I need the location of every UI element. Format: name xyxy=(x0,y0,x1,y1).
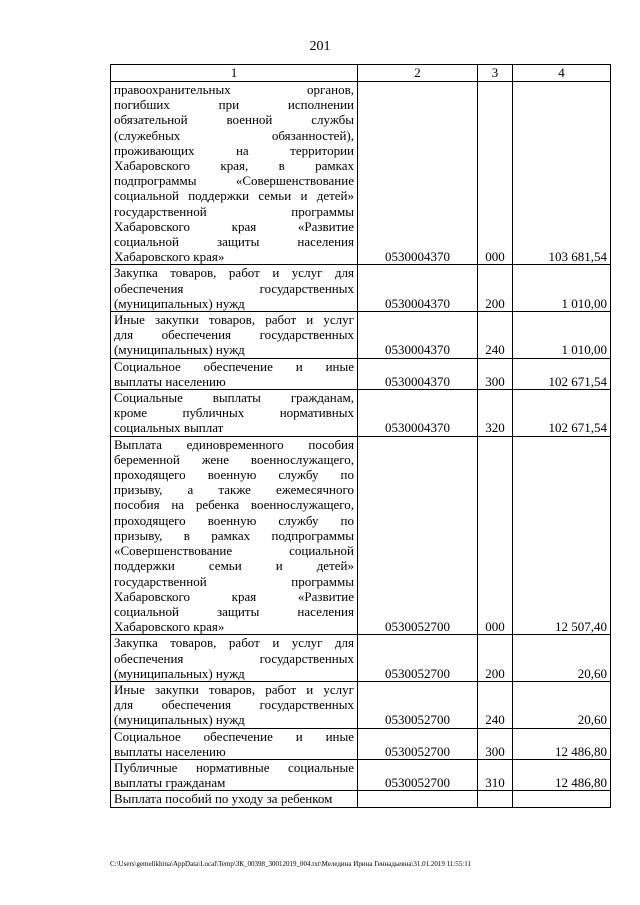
row-expense-type: 000 xyxy=(478,82,513,265)
row-amount: 102 671,54 xyxy=(513,390,611,437)
row-amount: 20,60 xyxy=(513,681,611,728)
row-target-code xyxy=(358,791,478,807)
row-amount: 12 486,80 xyxy=(513,759,611,790)
header-row xyxy=(111,65,611,82)
row-expense-type: 320 xyxy=(478,390,513,437)
table-row xyxy=(111,436,611,635)
table-row xyxy=(111,82,611,265)
description-line: Закупка товаров, работ и услуг для xyxy=(114,265,354,281)
description-line: Хабаровского края, в рамках xyxy=(114,158,354,174)
row-amount: 12 507,40 xyxy=(513,436,611,635)
table-row xyxy=(111,265,611,312)
row-expense-type: 240 xyxy=(478,681,513,728)
description-line: (муниципальных) нужд xyxy=(114,712,245,728)
row-description xyxy=(111,791,358,807)
row-expense-type: 310 xyxy=(478,759,513,790)
header-col-1: 1 xyxy=(111,65,358,82)
row-target-code: 0530004370 xyxy=(358,82,478,265)
description-line: государственной программы xyxy=(114,203,354,219)
description-line: выплаты гражданам xyxy=(114,775,226,791)
table-row xyxy=(111,312,611,359)
description-line: для обеспечения государственных xyxy=(114,327,354,343)
description-line: социальных выплат xyxy=(114,420,224,436)
description-line: правоохранительных органов, xyxy=(114,82,354,97)
description-line: призыву, а также ежемесячного xyxy=(114,482,354,498)
row-amount: 103 681,54 xyxy=(513,82,611,265)
budget-table xyxy=(110,64,611,808)
row-target-code: 0530004370 xyxy=(358,358,478,389)
description-line: (служебных обязанностей), xyxy=(114,127,354,143)
header-col-3: 3 xyxy=(478,65,513,82)
row-target-code: 0530052700 xyxy=(358,436,478,635)
row-description xyxy=(111,681,358,728)
description-line: призыву, в рамках подпрограммы xyxy=(114,527,354,543)
description-line: обеспечения государственных xyxy=(114,650,354,666)
description-line: поддержки семьи и детей» xyxy=(114,558,354,574)
row-description xyxy=(111,635,358,682)
description-line: проходящего военную службу по xyxy=(114,512,354,528)
row-expense-type: 000 xyxy=(478,436,513,635)
row-target-code: 0530004370 xyxy=(358,265,478,312)
header-col-2: 2 xyxy=(358,65,478,82)
row-description xyxy=(111,82,358,265)
description-line: беременной жене военнослужащего, xyxy=(114,451,354,467)
row-amount: 102 671,54 xyxy=(513,358,611,389)
row-description xyxy=(111,759,358,790)
description-line: Хабаровского края «Развитие xyxy=(114,588,354,604)
description-line: обеспечения государственных xyxy=(114,280,354,296)
row-amount: 12 486,80 xyxy=(513,728,611,759)
table-row xyxy=(111,681,611,728)
description-line: обязательной военной службы xyxy=(114,112,354,128)
row-amount: 20,60 xyxy=(513,635,611,682)
table-row xyxy=(111,390,611,437)
row-target-code: 0530052700 xyxy=(358,728,478,759)
description-line: Социальное обеспечение и иные xyxy=(114,358,354,374)
description-line: социальной защиты населения xyxy=(114,234,354,250)
description-line: Социальные выплаты гражданам, xyxy=(114,390,354,406)
description-line: «Совершенствование социальной xyxy=(114,543,354,559)
description-line: Хабаровского края» xyxy=(114,249,225,265)
description-line: выплаты населению xyxy=(114,373,226,389)
row-description xyxy=(111,358,358,389)
row-expense-type: 240 xyxy=(478,312,513,359)
row-target-code: 0530052700 xyxy=(358,681,478,728)
description-line: выплаты населению xyxy=(114,743,226,759)
table-body xyxy=(111,82,611,808)
page-number: 201 xyxy=(309,39,331,54)
row-expense-type: 300 xyxy=(478,728,513,759)
table-row xyxy=(111,358,611,389)
row-description xyxy=(111,436,358,635)
description-line: Социальное обеспечение и иные xyxy=(114,728,354,744)
row-target-code: 0530004370 xyxy=(358,312,478,359)
description-line: погибших при исполнении xyxy=(114,97,354,113)
row-description xyxy=(111,312,358,359)
description-line: государственной программы xyxy=(114,573,354,589)
description-line: кроме публичных нормативных xyxy=(114,405,354,421)
description-line: (муниципальных) нужд xyxy=(114,295,245,311)
description-line: Выплата пособий по уходу за ребенком xyxy=(114,791,333,807)
description-line: Хабаровского края «Развитие xyxy=(114,218,354,234)
row-target-code: 0530052700 xyxy=(358,635,478,682)
row-expense-type xyxy=(478,791,513,807)
description-line: Выплата единовременного пособия xyxy=(114,436,354,452)
row-description xyxy=(111,390,358,437)
description-line: проживающих на территории xyxy=(114,142,354,158)
table-row xyxy=(111,635,611,682)
description-line: (муниципальных) нужд xyxy=(114,342,245,358)
row-amount xyxy=(513,791,611,807)
description-line: социальной защиты населения xyxy=(114,603,354,619)
description-line: (муниципальных) нужд xyxy=(114,665,245,681)
description-line: пособия на ребенка военнослужащего, xyxy=(114,497,354,513)
header-col-4: 4 xyxy=(513,65,611,82)
file-path-footer: C:\Users\gemelikhina\AppData\Local\Temp\ЗК_00398_30012019_004.txt\Меледина Ирина Геннадьевна\31.01.2019 11:55:11 xyxy=(110,860,471,868)
description-line: Иные закупки товаров, работ и услуг xyxy=(114,681,354,697)
row-amount: 1 010,00 xyxy=(513,265,611,312)
description-line: Публичные нормативные социальные xyxy=(114,759,354,775)
row-expense-type: 200 xyxy=(478,635,513,682)
table-row xyxy=(111,728,611,759)
table-row xyxy=(111,791,611,807)
row-target-code: 0530004370 xyxy=(358,390,478,437)
description-line: проходящего военную службу по xyxy=(114,467,354,483)
row-description xyxy=(111,265,358,312)
row-expense-type: 300 xyxy=(478,358,513,389)
table-row xyxy=(111,759,611,790)
row-description xyxy=(111,728,358,759)
description-line: социальной поддержки семьи и детей» xyxy=(114,188,354,204)
row-amount: 1 010,00 xyxy=(513,312,611,359)
row-expense-type: 200 xyxy=(478,265,513,312)
row-target-code: 0530052700 xyxy=(358,759,478,790)
description-line: Хабаровского края» xyxy=(114,619,225,635)
description-line: для обеспечения государственных xyxy=(114,697,354,713)
description-line: Закупка товаров, работ и услуг для xyxy=(114,635,354,651)
description-line: подпрограммы «Совершенствование xyxy=(114,173,354,189)
description-line: Иные закупки товаров, работ и услуг xyxy=(114,312,354,328)
